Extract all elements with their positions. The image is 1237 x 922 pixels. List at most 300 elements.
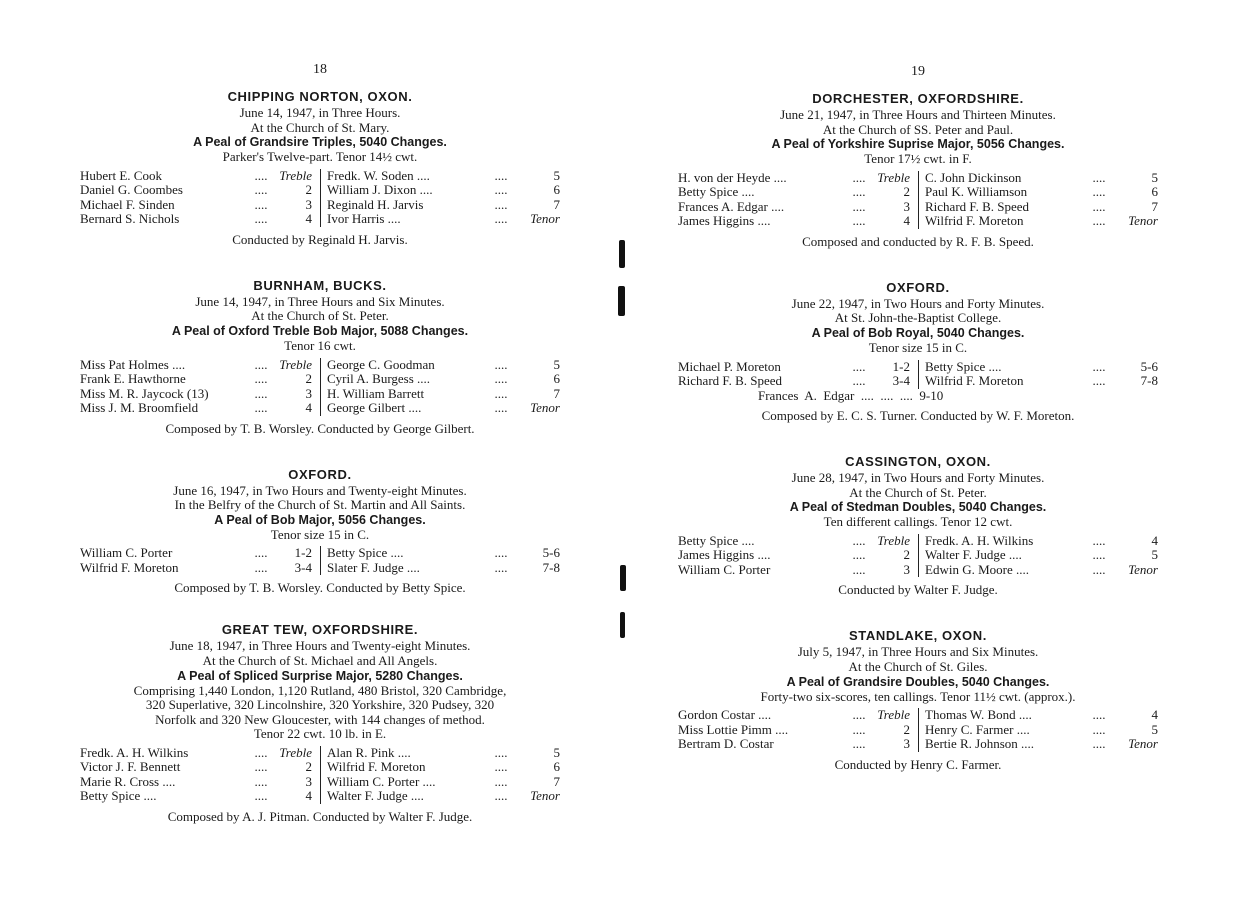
peal-title: A Peal of Bob Major, 5056 Changes. [214,512,426,527]
leader-dots: .... [254,356,268,372]
ringer-row [80,387,320,402]
bell-number: 2 [305,182,312,198]
ringer-row [80,212,320,227]
ringers-left-column [678,171,918,229]
ringer-name: Bertie R. Johnson .... [925,737,1035,752]
peal-location: BURNHAM, BUCKS. [253,277,387,293]
ringers-right-column [320,546,560,575]
bell-number: 3 [305,385,312,401]
bell-number: 3 [903,561,910,577]
left-page [80,0,560,824]
bell-number: 5 [553,744,560,760]
ringer-row [925,171,1158,186]
ringer-row [80,198,320,213]
bell-number: 7 [1151,198,1158,214]
peal-location: OXFORD. [288,466,352,482]
peal-info-line: Tenor size 15 in C. [270,526,370,542]
ringer-name: Henry C. Farmer .... [925,722,1030,737]
ringer-row [678,200,918,215]
leader-dots: .... [494,773,508,789]
ringer-row [327,746,560,761]
peal-entry [80,277,560,436]
bell-number: Treble [877,532,910,548]
ringer-row [925,214,1158,229]
bell-number: 7-8 [542,559,560,575]
bell-number: 4 [305,788,312,804]
bell-number: 5 [553,167,560,183]
ringer-name: Wilfrid F. Moreton [925,374,1024,389]
bell-number: 3 [903,198,910,214]
bell-number: Tenor [530,788,560,804]
peal-info-line: At the Church of St. Peter. [849,484,987,500]
bell-number: 7 [553,196,560,212]
leader-dots: .... [254,559,268,575]
ringer-row [327,401,560,416]
ringer-name: Michael P. Moreton [678,359,781,374]
ringer-row [327,212,560,227]
bell-number: 7 [553,773,560,789]
ringer-row [925,737,1158,752]
ringer-name: C. John Dickinson [925,170,1022,185]
bell-number: Tenor [530,400,560,416]
leader-dots: .... [852,198,866,214]
ringer-row [925,185,1158,200]
bell-number: 3 [305,773,312,789]
ringer-name: Miss J. M. Broomfield [80,401,199,416]
ringer-name: Frank E. Hawthorne [80,372,186,387]
bell-number: Treble [279,356,312,372]
leader-dots: .... [254,371,268,387]
ringers-right-column [918,360,1158,389]
ringer-name: Thomas W. Bond .... [925,708,1032,723]
ringer-row [80,546,320,561]
leader-dots: .... [852,169,866,185]
ink-mark [619,240,625,268]
ringer-name: Betty Spice .... [925,359,1002,374]
ringers-left-column [80,169,320,227]
ringers-table [80,546,560,575]
conducted-line: Composed and conducted by R. F. B. Speed. [802,233,1034,249]
ringer-name: Reginald H. Jarvis [327,197,424,212]
bell-number: 3 [305,196,312,212]
peal-info-line: Tenor 16 cwt. [284,337,356,353]
peal-location: DORCHESTER, OXFORDSHIRE. [812,91,1024,106]
peal-entry [80,621,560,824]
bell-number: 7 [553,385,560,401]
ringer-row [678,737,918,752]
leader-dots: .... [1092,561,1106,577]
bell-number: 2 [305,759,312,775]
ringer-name: Wilfrid F. Moreton [925,214,1024,229]
leader-dots: .... [1092,198,1106,214]
peal-title: A Peal of Yorkshire Suprise Major, 5056 Changes. [771,137,1065,152]
leader-dots: .... [254,545,268,561]
conducted-line: Composed by T. B. Worsley. Conducted by Betty Spice. [174,580,466,596]
bell-number: 2 [305,371,312,387]
ringer-name: Walter F. Judge .... [925,548,1022,563]
ringer-row [925,534,1158,549]
ringer-name: Betty Spice .... [327,546,404,561]
ringers-left-column [80,746,320,804]
ringer-row [80,789,320,804]
ringer-row [80,746,320,761]
ringers-table [678,360,1158,389]
bell-number: 4 [305,400,312,416]
bell-number: 4 [1151,532,1158,548]
ringer-row [327,760,560,775]
bell-number: Treble [279,744,312,760]
peal-info-line: June 28, 1947, in Two Hours and Forty Minutes. [791,470,1045,486]
leader-dots: .... [1092,736,1106,752]
peal-info-line: 320 Superlative, 320 Lincolnshire, 320 Yorkshire, 320 Pudsey, 320 [145,697,495,713]
peal-entry [678,90,1158,249]
ringer-name: Marie R. Cross .... [80,774,176,789]
ringer-name: Wilfrid F. Moreton [327,760,426,775]
peal-info-line: Parker's Twelve-part. Tenor 14½ cwt. [222,149,418,165]
leader-dots: .... [1092,532,1106,548]
peal-title: A Peal of Oxford Treble Bob Major, 5088 Changes. [171,323,469,338]
peal-entry [80,88,560,247]
ringer-name: Hubert E. Cook [80,168,162,183]
ringer-name: Slater F. Judge .... [327,560,420,575]
ringer-row [925,723,1158,738]
leader-dots: .... [852,358,866,374]
ringer-row [80,358,320,373]
ringer-name: Paul K. Williamson [925,185,1028,200]
ringer-name: Michael F. Sinden [80,197,175,212]
ringer-name: William C. Porter [80,546,173,561]
ink-mark [620,612,625,638]
ringer-row [678,171,918,186]
leader-dots: .... [254,744,268,760]
leader-dots: .... [494,744,508,760]
ink-mark [618,286,625,316]
ringer-name: Edwin G. Moore .... [925,562,1029,577]
ringer-name: Frances A. Edgar .... [678,199,785,214]
leader-dots: .... [494,559,508,575]
leader-dots: .... [254,759,268,775]
ringer-row [327,789,560,804]
leader-dots: .... [494,356,508,372]
ringer-row [678,374,918,389]
bell-number: 5-6 [542,545,560,561]
bell-number: Tenor [530,211,560,227]
peal-entry [678,453,1158,597]
peal-info-line: Norfolk and 320 New Gloucester, with 144 changes of method. [155,711,485,727]
leader-dots: .... [852,213,866,229]
peal-info-line: At the Church of St. Michael and All Angels. [202,652,438,668]
peal-info-line: July 5, 1947, in Three Hours and Six Minutes. [797,644,1039,660]
right-page [678,0,1158,772]
ringer-row [678,563,918,578]
ringer-row [80,775,320,790]
leader-dots: .... [852,736,866,752]
bell-number: 6 [553,182,560,198]
bell-number: 2 [903,547,910,563]
bell-number: 1-2 [892,358,910,374]
page-number: 19 [911,64,925,79]
ringer-row [925,708,1158,723]
leader-dots: .... [254,182,268,198]
peal-info-line: Comprising 1,440 London, 1,120 Rutland, 480 Bristol, 320 Cambridge, [133,682,507,698]
ringer-name: James Higgins .... [678,214,771,229]
bell-number: 3-4 [294,559,312,575]
ringer-row [327,358,560,373]
ringer-name: Richard F. B. Speed [678,374,783,389]
peal-entry [678,627,1158,771]
peal-info-line: In the Belfry of the Church of St. Martin and All Saints. [174,497,466,513]
ringer-name: William J. Dixon .... [327,183,433,198]
peal-info-line: June 18, 1947, in Three Hours and Twenty-eight Minutes. [169,638,471,654]
ringers-right-column [320,358,560,416]
ringer-row [327,387,560,402]
ringer-row [80,183,320,198]
ringers-left-column [678,534,918,578]
peal-location: STANDLAKE, OXON. [849,628,987,644]
leader-dots: .... [852,547,866,563]
bell-number: 5 [1151,547,1158,563]
peal-location: GREAT TEW, OXFORDSHIRE. [221,622,419,638]
peal-info-line: Ten different callings. Tenor 12 cwt. [823,514,1013,530]
leader-dots: .... [494,167,508,183]
ink-mark [620,565,626,591]
bell-number: 6 [553,759,560,775]
page-number: 18 [313,62,327,77]
ringer-row [678,214,918,229]
leader-dots: .... [494,182,508,198]
ringers-left-column [80,546,320,575]
peal-info-line: At the Church of SS. Peter and Paul. [822,121,1014,137]
ringer-row [678,185,918,200]
bell-number: Treble [279,167,312,183]
bell-number: 3-4 [892,373,910,389]
leader-dots: .... [852,561,866,577]
leader-dots: .... [1092,721,1106,737]
ringers-left-column [678,708,918,752]
leader-dots: .... [494,385,508,401]
peal-info-line: At St. John-the-Baptist College. [834,310,1002,326]
ringer-row [80,760,320,775]
leader-dots: .... [494,545,508,561]
ringers-right-column [918,171,1158,229]
leader-dots: .... [852,532,866,548]
ringer-row [925,360,1158,375]
ringer-row [925,548,1158,563]
leader-dots: .... [852,373,866,389]
ringer-row [678,360,918,375]
ringer-name: Ivor Harris .... [327,212,401,227]
bell-number: 5 [553,356,560,372]
ringer-row [925,563,1158,578]
bell-number: 4 [1151,707,1158,723]
peal-info-line: June 16, 1947, in Two Hours and Twenty-eight Minutes. [173,482,467,498]
bell-number: Tenor [1128,213,1158,229]
ringer-row [678,534,918,549]
bell-number: 2 [903,721,910,737]
leader-dots: .... [254,400,268,416]
conducted-line: Conducted by Henry C. Farmer. [834,756,1002,772]
bell-number: 4 [305,211,312,227]
peal-info-line: June 14, 1947, in Three Hours. [239,105,401,120]
peal-list [678,90,1158,772]
ringer-name: Walter F. Judge .... [327,789,424,804]
ringer-name: Miss M. R. Jaycock (13) [80,386,209,401]
ringer-row [327,775,560,790]
peal-list [80,88,560,824]
leader-dots: .... [1092,547,1106,563]
bell-number: 6 [1151,184,1158,200]
ringer-name: Miss Lottie Pimm .... [678,722,789,737]
ringer-name: George C. Goodman [327,357,435,372]
ringer-row [327,198,560,213]
ringers-table [80,169,560,227]
leader-dots: .... [1092,373,1106,389]
peal-title: A Peal of Grandsire Triples, 5040 Changes. [193,135,447,150]
leader-dots: .... [1092,184,1106,200]
ringer-row [327,169,560,184]
peal-info-line: At the Church of St. Giles. [848,659,988,675]
ringers-right-column [320,746,560,804]
ringers-table [678,171,1158,229]
leader-dots: .... [1092,213,1106,229]
ringer-row [80,372,320,387]
peal-location: OXFORD. [886,279,950,295]
leader-dots: .... [852,721,866,737]
leader-dots: .... [852,184,866,200]
ringer-name: William C. Porter .... [327,774,436,789]
peal-entry [80,466,560,596]
leader-dots: .... [254,167,268,183]
ringer-name: George Gilbert .... [327,401,422,416]
leader-dots: .... [494,211,508,227]
bell-number: 7-8 [1140,373,1158,389]
leader-dots: .... [254,788,268,804]
ringer-row [80,401,320,416]
ringer-name: Betty Spice .... [678,185,755,200]
ringer-name: Richard F. B. Speed [925,199,1030,214]
ringer-name: Bernard S. Nichols [80,212,180,227]
bell-number: Treble [877,169,910,185]
ringer-name: Betty Spice .... [678,533,755,548]
ringers-table [80,358,560,416]
leader-dots: .... [254,211,268,227]
ringer-name: James Higgins .... [678,548,771,563]
leader-dots: .... [494,196,508,212]
ringer-row [327,561,560,576]
ringers-right-column [918,534,1158,578]
ringer-row [678,548,918,563]
leader-dots: .... [1092,707,1106,723]
ringer-name: Cyril A. Burgess .... [327,372,431,387]
ringer-row [925,374,1158,389]
bell-number: Tenor [1128,561,1158,577]
ringer-row [327,372,560,387]
ringer-name: Fredk. A. H. Wilkins [80,745,189,760]
ringers-left-column [678,360,918,389]
ringers-table [678,534,1158,578]
peal-location: CHIPPING NORTON, OXON. [227,89,413,104]
peal-info-line: June 22, 1947, in Two Hours and Forty Minutes. [791,295,1045,311]
bell-number: 4 [903,213,910,229]
bell-number: 2 [903,184,910,200]
leader-dots: .... [254,196,268,212]
ringer-row [327,183,560,198]
ringer-name: Fredk. W. Soden .... [327,168,430,183]
ringers-right-column [918,708,1158,752]
peal-title: A Peal of Grandsire Doubles, 5040 Changes. [786,674,1050,689]
bell-number: 5 [1151,721,1158,737]
leader-dots: .... [494,371,508,387]
bell-number: 5 [1151,169,1158,185]
extra-ringer-line: Frances A. Edgar .... .... .... 9-10 [758,387,944,403]
leader-dots: .... [852,707,866,723]
peal-title: A Peal of Stedman Doubles, 5040 Changes. [789,500,1047,515]
conducted-line: Composed by T. B. Worsley. Conducted by George Gilbert. [165,420,475,436]
ringers-left-column [80,358,320,416]
conducted-line: Composed by E. C. S. Turner. Conducted by W. F. Moreton. [761,408,1075,424]
bell-number: Treble [877,707,910,723]
conducted-line: Conducted by Reginald H. Jarvis. [232,231,408,247]
peal-info-line: Tenor size 15 in C. [868,339,968,355]
bell-number: 5-6 [1140,358,1158,374]
peal-info-line: June 14, 1947, in Three Hours and Six Minutes. [195,293,445,309]
ringer-row [925,200,1158,215]
ringer-name: Victor J. F. Bennett [80,760,181,775]
ringer-name: Fredk. A. H. Wilkins [925,533,1034,548]
ringer-name: H. William Barrett [327,386,425,401]
bell-number: 3 [903,736,910,752]
peal-info-line: At the Church of St. Peter. [251,308,389,324]
ringer-name: Miss Pat Holmes .... [80,357,186,372]
leader-dots: .... [1092,358,1106,374]
ringer-name: Betty Spice .... [80,789,157,804]
ringer-name: William C. Porter [678,562,771,577]
leader-dots: .... [494,400,508,416]
ringer-name: H. von der Heyde .... [678,170,787,185]
peal-info-line: Tenor 17½ cwt. in F. [864,151,972,167]
peal-title: A Peal of Bob Royal, 5040 Changes. [811,325,1025,340]
peal-info-line: June 21, 1947, in Three Hours and Thirteen Minutes. [780,107,1056,122]
ringer-row [327,546,560,561]
ringers-right-column [320,169,560,227]
leader-dots: .... [494,759,508,775]
leader-dots: .... [1092,169,1106,185]
leader-dots: .... [494,788,508,804]
peal-title: A Peal of Spliced Surprise Major, 5280 Changes. [177,668,463,683]
leader-dots: .... [254,773,268,789]
peal-entry [678,279,1158,423]
conducted-line: Conducted by Walter F. Judge. [838,582,998,598]
ringers-table [678,708,1158,752]
ringer-row [678,708,918,723]
ringer-row [678,723,918,738]
bell-number: 1-2 [294,545,312,561]
peal-location: CASSINGTON, OXON. [845,454,991,470]
peal-info-line: Forty-two six-scores, ten callings. Tenor 11½ cwt. (approx.). [760,688,1076,704]
leader-dots: .... [254,385,268,401]
ringer-name: Daniel G. Coombes [80,183,183,198]
peal-info-line: Tenor 22 cwt. 10 lb. in E. [253,726,387,742]
ringer-name: Alan R. Pink .... [327,745,411,760]
bell-number: 6 [553,371,560,387]
ringer-row [80,169,320,184]
bell-number: Tenor [1128,736,1158,752]
ringer-row [80,561,320,576]
ringer-name: Bertram D. Costar [678,737,774,752]
ringers-table [80,746,560,804]
ringer-name: Gordon Costar .... [678,708,772,723]
peal-info-line: At the Church of St. Mary. [250,119,390,135]
